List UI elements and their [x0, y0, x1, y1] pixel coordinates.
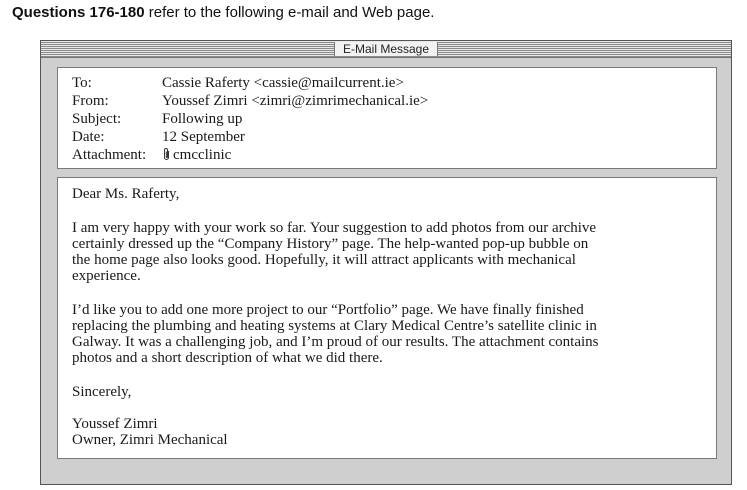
email-body — [57, 177, 717, 459]
email-window — [40, 40, 732, 485]
paragraph-2-line-3: Galway. It was a challenging job, and I’m proud of our results. The attachment contains — [72, 334, 599, 350]
attachment-name[interactable]: cmcclinic — [173, 147, 232, 163]
date-label: Date: — [72, 129, 105, 145]
to-value: Cassie Raferty <cassie@mailcurrent.ie> — [162, 75, 404, 91]
signature-name: Youssef Zimri — [72, 416, 158, 432]
from-label: From: — [72, 93, 109, 109]
paragraph-2-line-2: replacing the plumbing and heating systems at Clary Medical Centre’s satellite clinic in — [72, 318, 597, 334]
subject-row — [72, 110, 242, 128]
attachment-label: Attachment: — [72, 147, 147, 163]
attachment-row — [72, 146, 231, 166]
subject-label: Subject: — [72, 111, 122, 127]
from-value: Youssef Zimri <zimri@zimrimechanical.ie> — [162, 93, 429, 109]
email-header — [57, 67, 717, 169]
paragraph-1-line-4: experience. — [72, 268, 141, 284]
paragraph-1-line-2: certainly dressed up the “Company History” page. The help-wanted pop-up bubble on — [72, 236, 589, 252]
subject-value: Following up — [162, 111, 243, 127]
closing: Sincerely, — [72, 384, 132, 400]
to-row — [72, 74, 404, 92]
question-heading — [12, 4, 434, 21]
signature-title: Owner, Zimri Mechanical — [72, 432, 228, 448]
title-bar — [41, 41, 731, 58]
window-title: E-Mail Message — [334, 42, 438, 56]
paragraph-1-line-3: the home page also looks good. Hopefully, it will attract applicants with mechanical — [72, 252, 576, 268]
date-row — [72, 128, 245, 146]
paragraph-2-line-4: photos and a short description of what we did there. — [72, 350, 383, 366]
question-range: Questions 176-180 — [12, 4, 145, 21]
to-label: To: — [72, 75, 92, 91]
question-text: refer to the following e-mail and Web page. — [144, 4, 435, 21]
salutation: Dear Ms. Raferty, — [72, 186, 180, 202]
from-row — [72, 92, 428, 110]
paperclip-icon[interactable] — [162, 147, 171, 166]
date-value: 12 September — [162, 129, 245, 145]
paragraph-1-line-1: I am very happy with your work so far. Your suggestion to add photos from our archive — [72, 220, 597, 236]
paragraph-2-line-1: I’d like you to add one more project to our “Portfolio” page. We have finally finished — [72, 302, 584, 318]
